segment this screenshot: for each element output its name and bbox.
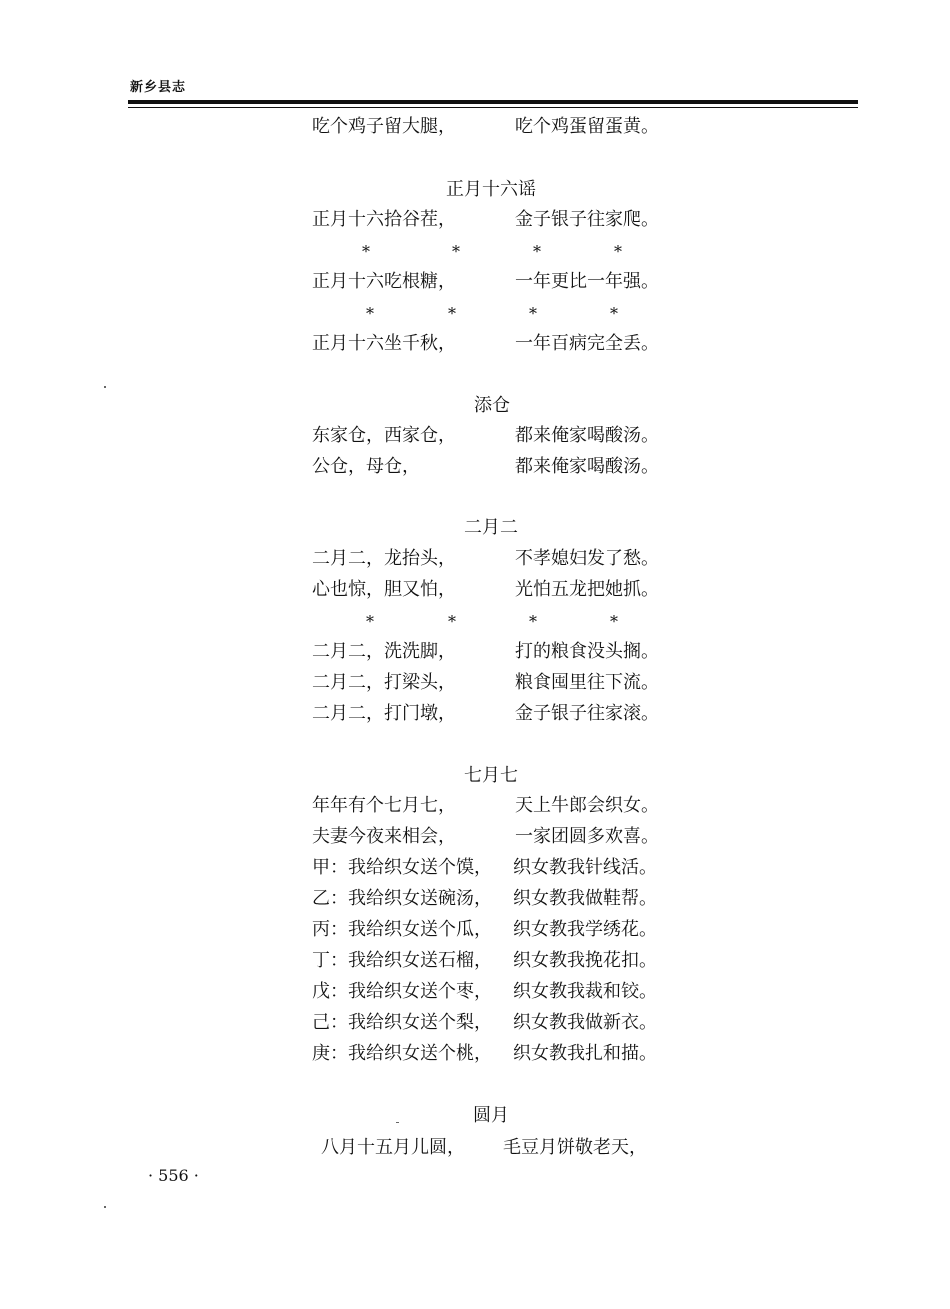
song-title: 添仓 (474, 395, 510, 416)
verse-line-left: 甲：我给织女送个馍， (312, 857, 492, 878)
separator-star: * (448, 304, 456, 323)
separator-star: * (452, 242, 460, 261)
separator-star: * (610, 612, 618, 631)
verse-line-right: 金子银子往家滚。 (515, 703, 659, 724)
verse-line-left: 二月二，洗洗脚， (312, 641, 456, 662)
separator-star: * (614, 242, 622, 261)
verse-line-right: 织女教我做鞋帮。 (513, 888, 657, 909)
separator-star: * (529, 304, 537, 323)
separator-star: * (366, 612, 374, 631)
verse-line-left: 年年有个七月七， (312, 795, 456, 816)
running-header-title: 新乡县志 (130, 80, 187, 95)
verse-line-left: 二月二，打门墩， (312, 703, 456, 724)
verse-line-right: 光怕五龙把她抓。 (515, 579, 659, 600)
song-title: 正月十六谣 (446, 179, 536, 200)
verse-line-right: 一年百病完全丢。 (515, 333, 659, 354)
separator-star: * (366, 304, 374, 323)
header-rule-thin (128, 107, 858, 108)
verse-line-right: 一年更比一年强。 (515, 271, 659, 292)
page-number: · 556 · (148, 1166, 199, 1185)
verse-line-right: 不孝媳妇发了愁。 (515, 548, 659, 569)
separator-star: * (362, 242, 370, 261)
verse-line-right: 金子银子往家爬。 (515, 209, 659, 230)
song-title: 二月二 (464, 517, 518, 538)
verse-line-left: 丙：我给织女送个瓜， (312, 919, 492, 940)
verse-line-right: 都来俺家喝酸汤。 (515, 456, 659, 477)
verse-line-right: 都来俺家喝酸汤。 (515, 425, 659, 446)
verse-line-left: 八月十五月儿圆， (321, 1137, 465, 1158)
verse-line-left: 庚：我给织女送个桃， (312, 1043, 492, 1064)
separator-star: * (533, 242, 541, 261)
verse-line-left: 戊：我给织女送个枣， (312, 981, 492, 1002)
verse-line-left: 东家仓，西家仓， (312, 425, 456, 446)
verse-line-right: 毛豆月饼敬老天， (503, 1137, 647, 1158)
verse-line-right: 织女教我挽花扣。 (513, 950, 657, 971)
song-title: 七月七 (464, 765, 518, 786)
verse-line-right: 织女教我针线活。 (513, 857, 657, 878)
verse-line-left: 二月二，龙抬头， (312, 548, 456, 569)
scan-speck (396, 1122, 399, 1123)
verse-line-right: 织女教我做新衣。 (513, 1012, 657, 1033)
verse-line-left: 正月十六坐千秋， (312, 333, 456, 354)
separator-star: * (610, 304, 618, 323)
verse-line-left: 吃个鸡子留大腿， (312, 116, 456, 137)
verse-line-left: 丁：我给织女送石榴， (312, 950, 492, 971)
verse-line-right: 打的粮食没头搁。 (515, 641, 659, 662)
verse-line-left: 己：我给织女送个梨， (312, 1012, 492, 1033)
verse-line-left: 心也惊，胆又怕， (312, 579, 456, 600)
verse-line-left: 公仓，母仓， (312, 456, 420, 477)
verse-line-left: 乙：我给织女送碗汤， (312, 888, 492, 909)
scan-speck (104, 1206, 106, 1208)
verse-line-right: 一家团圆多欢喜。 (515, 826, 659, 847)
verse-line-right: 织女教我裁和铰。 (513, 981, 657, 1002)
verse-line-right: 织女教我学绣花。 (513, 919, 657, 940)
verse-line-left: 正月十六拾谷茬， (312, 209, 456, 230)
scan-speck (104, 386, 106, 388)
verse-line-right: 粮食囤里往下流。 (515, 672, 659, 693)
verse-line-right: 天上牛郎会织女。 (515, 795, 659, 816)
verse-line-left: 正月十六吃根糖， (312, 271, 456, 292)
header-rule-thick (128, 100, 858, 104)
separator-star: * (448, 612, 456, 631)
separator-star: * (529, 612, 537, 631)
verse-line-right: 织女教我扎和描。 (513, 1043, 657, 1064)
song-title: 圆月 (473, 1105, 509, 1126)
verse-line-right: 吃个鸡蛋留蛋黄。 (515, 116, 659, 137)
verse-line-left: 夫妻今夜来相会， (312, 826, 456, 847)
verse-line-left: 二月二，打梁头， (312, 672, 456, 693)
